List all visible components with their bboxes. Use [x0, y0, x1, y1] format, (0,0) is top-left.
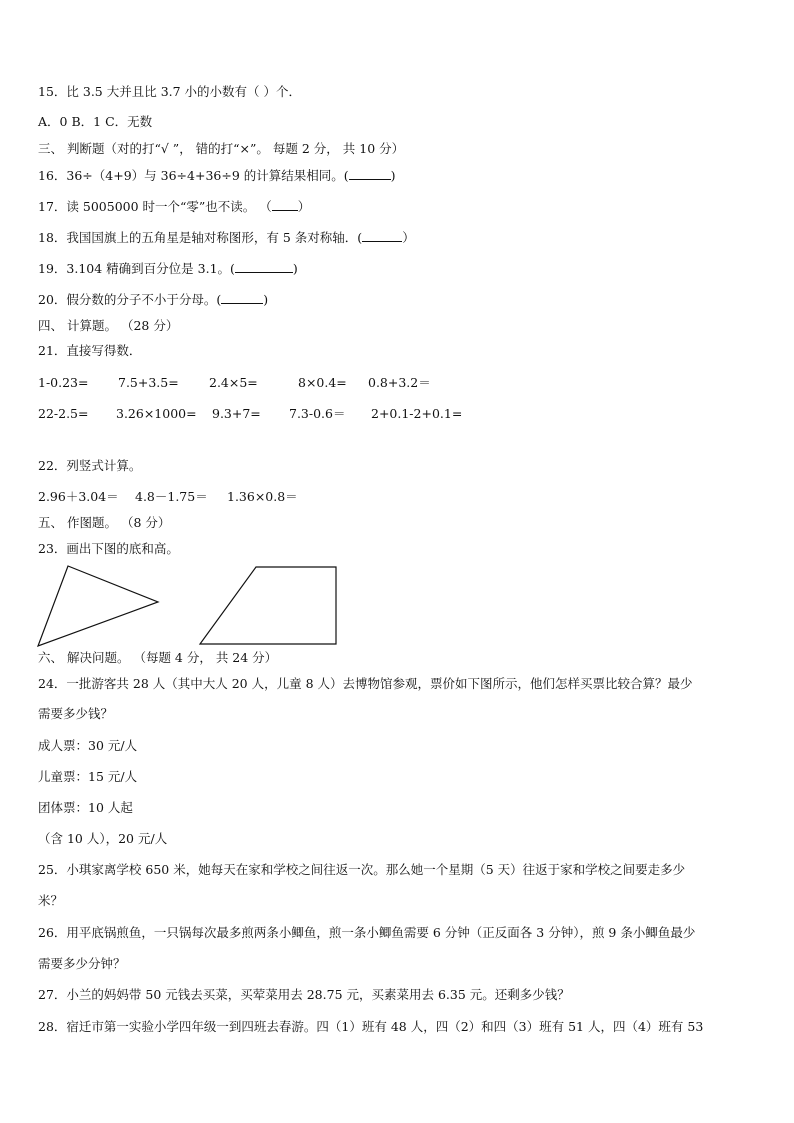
- question-16-text: 16．36÷（4+9）与 36÷4+36÷9 的计算结果相同。(: [38, 168, 349, 183]
- question-24-line-1: 24．一批游客共 28 人（其中大人 20 人，儿童 8 人）去博物馆参观，票价如下图所示，他们怎样买票比较合算？最少: [38, 676, 693, 691]
- question-25-line-2: 米？: [38, 893, 64, 908]
- question-15-options: A．0 B．1 C．无数: [38, 114, 153, 129]
- calc-item: 0.8+3.2＝: [368, 375, 431, 390]
- calc-item: 2.96＋3.04＝: [38, 489, 119, 504]
- question-26-line-1: 26．用平底锅煎鱼，一只锅每次最多煎两条小鲫鱼，煎一条小鲫鱼需要 6 分钟（正反面各 3 分钟），煎 9 条小鲫鱼最少: [38, 925, 696, 940]
- question-18: [38, 229, 764, 246]
- question-17-text: 17．读 5005000 时一个“零”也不读。 （: [38, 199, 272, 214]
- question-20-end: ): [263, 292, 269, 307]
- trapezoid-figure: [200, 567, 336, 644]
- answer-blank[interactable]: [221, 291, 263, 304]
- question-27: 27．小兰的妈妈带 50 元钱去买菜，买荤菜用去 28.75 元，买素菜用去 6.35 元。还剩多少钱？: [38, 987, 570, 1002]
- question-19-text: 19．3.104 精确到百分位是 3.1。(: [38, 261, 235, 276]
- calc-item: 7.3-0.6＝: [289, 406, 346, 421]
- geometry-figures: [30, 560, 350, 650]
- question-19: [38, 260, 764, 277]
- answer-blank[interactable]: [349, 167, 391, 180]
- question-20: [38, 291, 764, 308]
- question-28: 28．宿迁市第一实验小学四年级一到四班去春游。四（1）班有 48 人，四（2）和四（3）班有 51 人，四（4）班有 53: [38, 1019, 704, 1034]
- calc-item: 3.26×1000=: [116, 406, 197, 421]
- question-20-text: 20．假分数的分子不小于分母。(: [38, 292, 222, 307]
- group-ticket-note: （含 10 人），20 元/人: [38, 831, 168, 846]
- answer-blank[interactable]: [272, 198, 298, 211]
- question-18-end: ）: [402, 230, 415, 245]
- calc-item: 1-0.23=: [38, 375, 89, 390]
- question-26-line-2: 需要多少分钟？: [38, 956, 126, 971]
- section-4-title: 四、 计算题。 （28 分）: [38, 318, 179, 333]
- section-3-title: 三、 判断题（对的打“√ ”， 错的打“×”。 每题 2 分， 共 10 分）: [38, 141, 405, 156]
- question-16-end: ): [390, 168, 396, 183]
- question-23: 23．画出下图的底和高。: [38, 541, 179, 556]
- question-15: 15．比 3.5 大并且比 3.7 小的小数有（ ）个．: [38, 84, 302, 99]
- calc-item: 8×0.4=: [298, 375, 347, 390]
- answer-blank[interactable]: [235, 260, 293, 273]
- question-24-line-2: 需要多少钱？: [38, 706, 114, 721]
- question-19-end: ): [292, 261, 298, 276]
- question-18-text: 18．我国国旗上的五角星是轴对称图形，有 5 条对称轴．(: [38, 230, 363, 245]
- question-17-end: ）: [297, 199, 311, 214]
- answer-blank[interactable]: [362, 229, 402, 242]
- question-25-line-1: 25．小琪家离学校 650 米，她每天在家和学校之间往返一次。那么她一个星期（5 天）往返于家和学校之间要走多少: [38, 862, 686, 877]
- section-5-title: 五、 作图题。 （8 分）: [38, 515, 171, 530]
- calc-item: 7.5+3.5=: [118, 375, 179, 390]
- calc-item: 22-2.5=: [38, 406, 89, 421]
- group-ticket-price: 团体票：10 人起: [38, 800, 133, 815]
- section-6-title: 六、 解决问题。 （每题 4 分， 共 24 分）: [38, 650, 278, 665]
- calc-item: 1.36×0.8＝: [227, 489, 298, 504]
- triangle-figure: [38, 566, 158, 646]
- calc-item: 9.3+7=: [212, 406, 261, 421]
- child-ticket-price: 儿童票：15 元/人: [38, 769, 138, 784]
- calc-item: 2+0.1-2+0.1=: [371, 406, 463, 421]
- question-17: [38, 198, 764, 215]
- question-22: 22．列竖式计算。: [38, 458, 142, 473]
- question-16: [38, 167, 764, 184]
- adult-ticket-price: 成人票：30 元/人: [38, 738, 138, 753]
- calc-item: 2.4×5=: [209, 375, 258, 390]
- question-21: 21．直接写得数．: [38, 343, 142, 358]
- calc-item: 4.8－1.75＝: [135, 489, 208, 504]
